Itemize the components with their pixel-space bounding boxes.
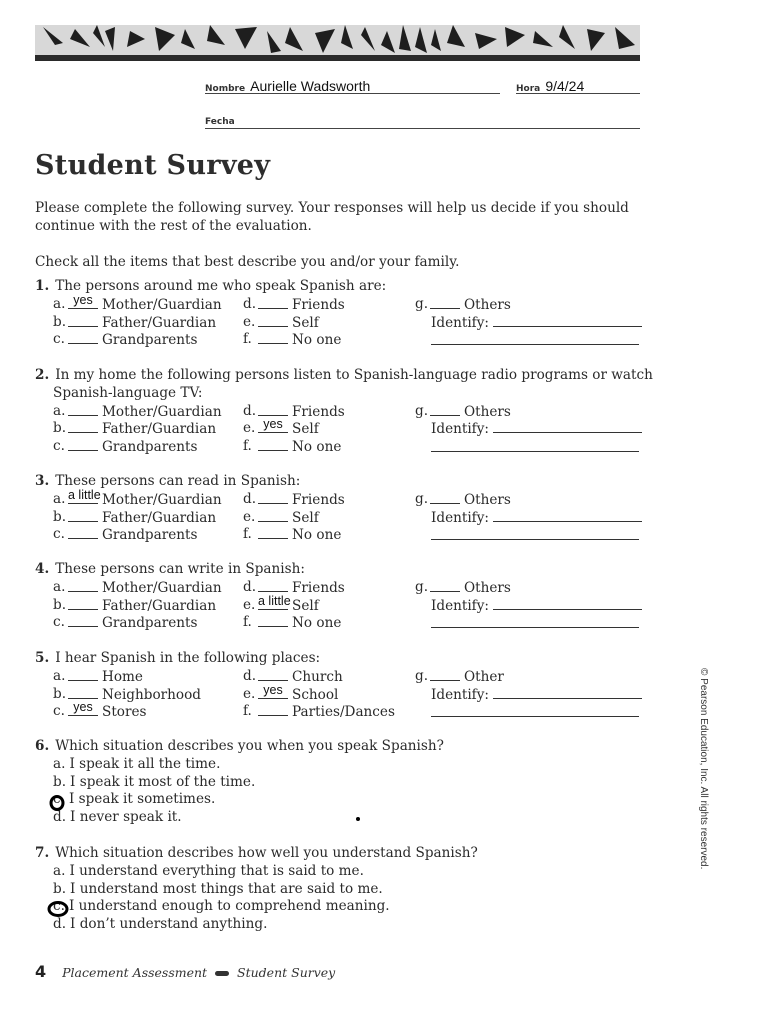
question-number: 7. [35, 845, 50, 861]
option-letter: a. [53, 402, 66, 419]
question-text: These persons can write in Spanish: [55, 561, 305, 577]
answer-blank[interactable] [68, 331, 98, 344]
question-prompt [35, 738, 444, 754]
checklist-option[interactable] [68, 487, 222, 508]
footer-left-text: Placement Assessment [62, 965, 208, 980]
option-label: Friends [292, 296, 345, 313]
answer-blank[interactable] [258, 438, 288, 451]
option-letter: c. [53, 526, 65, 543]
checklist-option[interactable] [258, 703, 395, 720]
question-number: 4. [35, 561, 50, 577]
option-label: Father/Guardian [102, 597, 217, 614]
choice-option[interactable] [53, 791, 215, 807]
option-letter: e. [243, 420, 256, 437]
hora-underline [516, 93, 640, 94]
answer-blank[interactable] [258, 491, 288, 504]
hora-label: Hora [516, 84, 541, 94]
question-text: The persons around me who speak Spanish are: [55, 278, 387, 294]
identify-extra-line[interactable] [431, 627, 639, 628]
question-number: 2. [35, 367, 50, 383]
question-text: In my home the following persons listen to Spanish-language radio programs or watch [55, 367, 653, 383]
fecha-label: Fecha [205, 117, 235, 127]
handwritten-answer: a little [258, 593, 291, 608]
choice-option[interactable] [53, 774, 255, 790]
option-label: Grandparents [102, 332, 198, 349]
option-letter: a. [53, 295, 66, 312]
identify-extra-line[interactable] [431, 344, 639, 345]
answer-blank[interactable] [68, 420, 98, 433]
option-letter: e. [243, 508, 256, 525]
choice-text: I speak it sometimes. [68, 791, 216, 808]
option-letter: b. [53, 596, 67, 613]
checklist-option[interactable] [258, 438, 341, 455]
checklist-option[interactable] [68, 331, 197, 348]
checklist-option[interactable] [430, 491, 511, 508]
instruction: Check all the items that best describe you and/or your family. [35, 254, 460, 270]
option-letter: a. [53, 667, 66, 684]
identify-extra-line[interactable] [431, 716, 639, 717]
answer-blank[interactable] [258, 296, 288, 309]
checklist-option[interactable] [68, 668, 143, 685]
checklist-option[interactable] [258, 314, 319, 331]
choice-letter: b. [53, 880, 67, 897]
identify-row [431, 509, 642, 526]
choice-letter: d. [53, 809, 67, 826]
option-label: Father/Guardian [102, 509, 217, 526]
identify-extra-line[interactable] [431, 451, 639, 452]
answer-blank[interactable] [258, 314, 288, 327]
checklist-option[interactable] [258, 614, 341, 631]
option-letter: d. [243, 490, 257, 507]
question-prompt [35, 367, 653, 383]
question-prompt [35, 650, 320, 666]
checklist-option[interactable] [430, 296, 511, 313]
checklist-option[interactable] [258, 417, 319, 438]
checklist-option[interactable] [430, 403, 511, 420]
answer-blank[interactable] [68, 526, 98, 539]
option-label: Others [464, 579, 511, 596]
checklist-option[interactable] [68, 700, 147, 721]
option-letter: f. [243, 438, 252, 455]
answer-blank[interactable] [258, 614, 288, 627]
choice-letter: c. [53, 791, 65, 808]
option-letter: g. [415, 490, 429, 507]
handwritten-answer: yes [73, 700, 93, 715]
q6-selection-circle [47, 793, 67, 813]
answer-blank[interactable] [68, 292, 98, 309]
page-footer [35, 962, 335, 981]
option-letter: g. [415, 295, 429, 312]
checklist-option[interactable] [430, 579, 511, 596]
identify-label: Identify: [431, 509, 489, 526]
answer-blank[interactable] [68, 700, 98, 716]
answer-blank[interactable] [258, 331, 288, 344]
page-number: 4 [35, 962, 47, 981]
identify-extra-line[interactable] [431, 539, 639, 540]
choice-text: I understand most things that are said to me. [70, 880, 383, 897]
answer-blank[interactable] [258, 417, 288, 433]
choice-option[interactable] [53, 863, 364, 879]
answer-blank[interactable] [430, 403, 460, 416]
option-label: Father/Guardian [102, 314, 217, 331]
identify-label: Identify: [431, 421, 489, 438]
option-letter: c. [53, 614, 65, 631]
answer-blank[interactable] [430, 668, 460, 681]
answer-blank[interactable] [258, 703, 288, 716]
question-text: Which situation describes how well you understand Spanish? [55, 845, 478, 861]
option-letter: d. [243, 578, 257, 595]
answer-blank[interactable] [430, 579, 460, 592]
checklist-option[interactable] [68, 403, 222, 420]
option-letter: d. [243, 402, 257, 419]
option-label: Home [102, 668, 143, 685]
option-label: Others [464, 296, 511, 313]
option-letter: e. [243, 685, 256, 702]
option-letter: f. [243, 526, 252, 543]
option-letter: d. [243, 667, 257, 684]
option-label: School [292, 686, 339, 703]
identify-row [431, 597, 642, 614]
question-prompt [35, 278, 386, 294]
nombre-label: Nombre [205, 84, 246, 94]
checklist-option[interactable] [258, 593, 319, 614]
answer-blank[interactable] [68, 438, 98, 451]
choice-text: I speak it most of the time. [70, 773, 256, 790]
checklist-option[interactable] [258, 682, 339, 703]
checklist-option[interactable] [258, 296, 345, 313]
option-letter: c. [53, 703, 65, 720]
option-label: Mother/Guardian [102, 403, 222, 420]
identify-label: Identify: [431, 314, 489, 331]
footer-separator [215, 971, 229, 976]
option-letter: f. [243, 331, 252, 348]
option-label: Others [464, 403, 511, 420]
checklist-option[interactable] [258, 491, 345, 508]
answer-blank[interactable] [258, 668, 288, 681]
checklist-option[interactable] [258, 526, 341, 543]
option-label: Stores [102, 704, 147, 721]
option-label: Mother/Guardian [102, 296, 222, 313]
page-title: Student Survey [35, 150, 271, 181]
choice-text: I understand enough to comprehend meaning. [68, 898, 390, 915]
answer-blank[interactable] [430, 491, 460, 504]
checklist-option[interactable] [430, 668, 504, 685]
checklist-option[interactable] [258, 331, 341, 348]
answer-blank[interactable] [68, 314, 98, 327]
answer-blank[interactable] [68, 614, 98, 627]
option-label: Self [292, 421, 319, 438]
choice-option[interactable] [53, 809, 182, 825]
checklist-option[interactable] [68, 614, 197, 631]
option-label: Other [464, 668, 504, 685]
answer-blank[interactable] [258, 593, 291, 610]
option-label: Friends [292, 403, 345, 420]
option-letter: e. [243, 596, 256, 613]
option-label: Grandparents [102, 615, 198, 632]
footer-right-text: Student Survey [237, 965, 336, 980]
checklist-option[interactable] [68, 292, 222, 313]
option-letter: a. [53, 578, 66, 595]
choice-option[interactable] [53, 881, 383, 897]
option-label: Father/Guardian [102, 421, 217, 438]
choice-text: I understand everything that is said to me. [69, 862, 364, 879]
hora-value[interactable]: 9/4/24 [545, 78, 585, 94]
identify-input[interactable] [493, 686, 642, 699]
option-label: Mother/Guardian [102, 579, 222, 596]
question-prompt [35, 473, 300, 489]
option-letter: g. [415, 578, 429, 595]
question-number: 3. [35, 473, 50, 489]
decorative-banner [35, 25, 640, 61]
option-label: Church [292, 668, 343, 685]
question-number: 6. [35, 738, 50, 754]
choice-letter: a. [53, 755, 66, 772]
option-label: Friends [292, 491, 345, 508]
choice-letter: a. [53, 862, 66, 879]
question-text: Which situation describes you when you speak Spanish? [55, 738, 444, 754]
option-label: Self [292, 597, 319, 614]
handwritten-answer: yes [73, 292, 93, 307]
choice-option[interactable] [53, 916, 267, 932]
answer-blank[interactable] [68, 403, 98, 416]
checklist-option[interactable] [68, 526, 197, 543]
identify-label: Identify: [431, 686, 489, 703]
nombre-value[interactable]: Aurielle Wadsworth [250, 78, 371, 94]
option-letter: e. [243, 313, 256, 330]
identify-row [431, 686, 642, 703]
handwritten-answer: yes [263, 682, 283, 697]
answer-blank[interactable] [68, 686, 98, 699]
question-prompt [35, 845, 478, 861]
answer-blank[interactable] [258, 682, 288, 699]
question-number: 5. [35, 650, 50, 666]
option-label: No one [292, 439, 342, 456]
fecha-underline[interactable] [205, 128, 640, 129]
answer-blank[interactable] [258, 403, 288, 416]
choice-letter: c. [53, 898, 65, 915]
question-number: 1. [35, 278, 50, 294]
option-label: Self [292, 314, 319, 331]
question-text: These persons can read in Spanish: [55, 473, 301, 489]
identify-input[interactable] [493, 597, 642, 610]
option-letter: g. [415, 402, 429, 419]
answer-blank[interactable] [68, 509, 98, 522]
checklist-option[interactable] [68, 597, 216, 614]
option-label: Mother/Guardian [102, 491, 222, 508]
option-label: No one [292, 332, 342, 349]
answer-blank[interactable] [68, 597, 98, 610]
handwritten-answer: yes [263, 417, 283, 432]
handwritten-answer: a little [68, 487, 101, 502]
choice-text: I speak it all the time. [69, 755, 221, 772]
identify-input[interactable] [493, 420, 642, 433]
option-label: Friends [292, 579, 345, 596]
option-letter: g. [415, 667, 429, 684]
option-letter: f. [243, 614, 252, 631]
checklist-option[interactable] [68, 438, 197, 455]
answer-blank[interactable] [68, 579, 98, 592]
choice-letter: b. [53, 773, 67, 790]
option-letter: b. [53, 508, 67, 525]
checklist-option[interactable] [68, 314, 216, 331]
copyright-notice: © Pearson Education, Inc. All rights reserved. [698, 668, 709, 870]
question-text-cont: Spanish-language TV: [53, 384, 203, 401]
question-text: I hear Spanish in the following places: [55, 650, 321, 666]
option-label: Neighborhood [102, 686, 201, 703]
question-prompt [35, 561, 305, 577]
choice-option[interactable] [53, 756, 220, 772]
option-letter: d. [243, 295, 257, 312]
nombre-row [205, 76, 500, 94]
option-letter: f. [243, 703, 252, 720]
answer-blank[interactable] [258, 509, 288, 522]
checklist-option[interactable] [68, 509, 216, 526]
checklist-option[interactable] [68, 579, 222, 596]
choice-text: I don’t understand anything. [70, 916, 268, 933]
option-label: Self [292, 509, 319, 526]
q7-selection-circle [45, 898, 71, 920]
nombre-underline [205, 93, 500, 94]
option-letter: a. [53, 490, 66, 507]
option-letter: c. [53, 438, 65, 455]
option-letter: b. [53, 313, 67, 330]
option-letter: b. [53, 685, 67, 702]
identify-label: Identify: [431, 597, 489, 614]
identify-input[interactable] [493, 509, 642, 522]
checklist-option[interactable] [68, 420, 216, 437]
answer-blank[interactable] [68, 487, 101, 504]
option-label: Grandparents [102, 527, 198, 544]
option-label: Grandparents [102, 439, 198, 456]
answer-blank[interactable] [258, 526, 288, 539]
option-label: Parties/Dances [292, 704, 395, 721]
answer-blank[interactable] [68, 668, 98, 681]
option-letter: b. [53, 420, 67, 437]
identify-row [431, 420, 642, 437]
intro-paragraph: Please complete the following survey. Your responses will help us decide if you should continue with the rest of the evaluation. [35, 200, 629, 234]
choice-text: I never speak it. [70, 809, 182, 826]
answer-blank[interactable] [258, 579, 288, 592]
checklist-option[interactable] [258, 509, 319, 526]
hora-row [516, 76, 640, 94]
identify-row [431, 314, 642, 331]
answer-blank[interactable] [430, 296, 460, 309]
option-label: Others [464, 491, 511, 508]
identify-input[interactable] [493, 314, 642, 327]
option-letter: c. [53, 331, 65, 348]
option-label: No one [292, 527, 342, 544]
choice-option[interactable] [53, 898, 390, 914]
stray-dot [354, 815, 362, 823]
choice-letter: d. [53, 916, 67, 933]
option-label: No one [292, 615, 342, 632]
